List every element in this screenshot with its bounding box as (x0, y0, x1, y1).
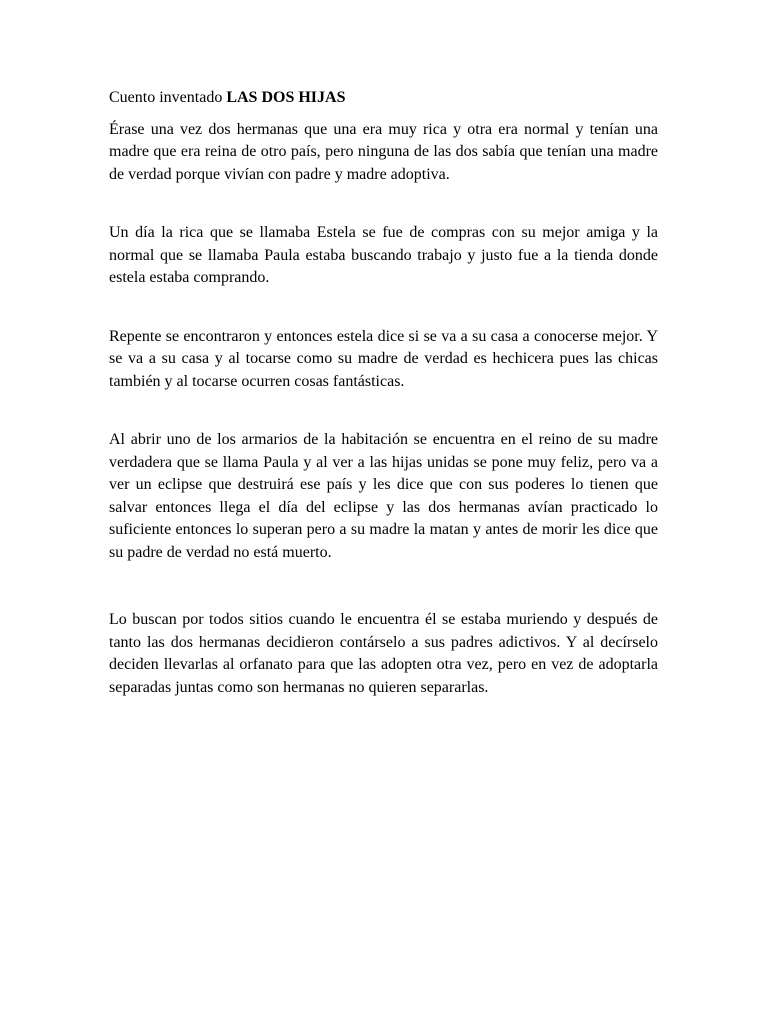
paragraph-5: Lo buscan por todos sitios cuando le encuentra él se estaba muriendo y después de tanto las dos hermanas decidieron contárselo a sus padres adictivos. Y al decírselo deciden llevarlas al orfanato para que las adopten otra vez, pero en vez de adoptarla separadas juntas como son hermanas no quieren separarlas. (109, 611, 658, 696)
document-title (109, 87, 658, 110)
paragraph-3: Repente se encontraron y entonces estela dice si se va a su casa a conocerse mejor. Y se va a su casa y al tocarse como su madre de verdad es hechicera pues las chicas también y al tocarse ocurren cosas fantásticas. (109, 327, 658, 390)
paragraph-1: Érase una vez dos hermanas que una era muy rica y otra era normal y tenían una madre que era reina de otro país, pero ninguna de las dos sabía que tenían una madre de verdad porque vivían con padre y madre adoptiva. (109, 120, 658, 183)
document-body (109, 87, 658, 699)
paragraph-2: Un día la rica que se llamaba Estela se fue de compras con su mejor amiga y la normal que se llamaba Paula estaba buscando trabajo y justo fue a la tienda donde estela estaba comprando. (109, 224, 658, 286)
paragraph-4: Al abrir uno de los armarios de la habitación se encuentra en el reino de su madre verdadera que se llama Paula y al ver a las hijas unidas se pone muy feliz, pero va a ver un eclipse que destruirá ese país y les dice que con sus poderes lo tienen que salvar entonces llega el día del eclipse y las dos hermanas avían practicado lo suficiente entonces lo superan pero a su madre la matan y antes de morir les dice que su padre de verdad no está muerto. (109, 431, 658, 561)
title-bold: LAS DOS HIJAS (226, 89, 346, 106)
title-prefix: Cuento inventado (109, 89, 227, 106)
